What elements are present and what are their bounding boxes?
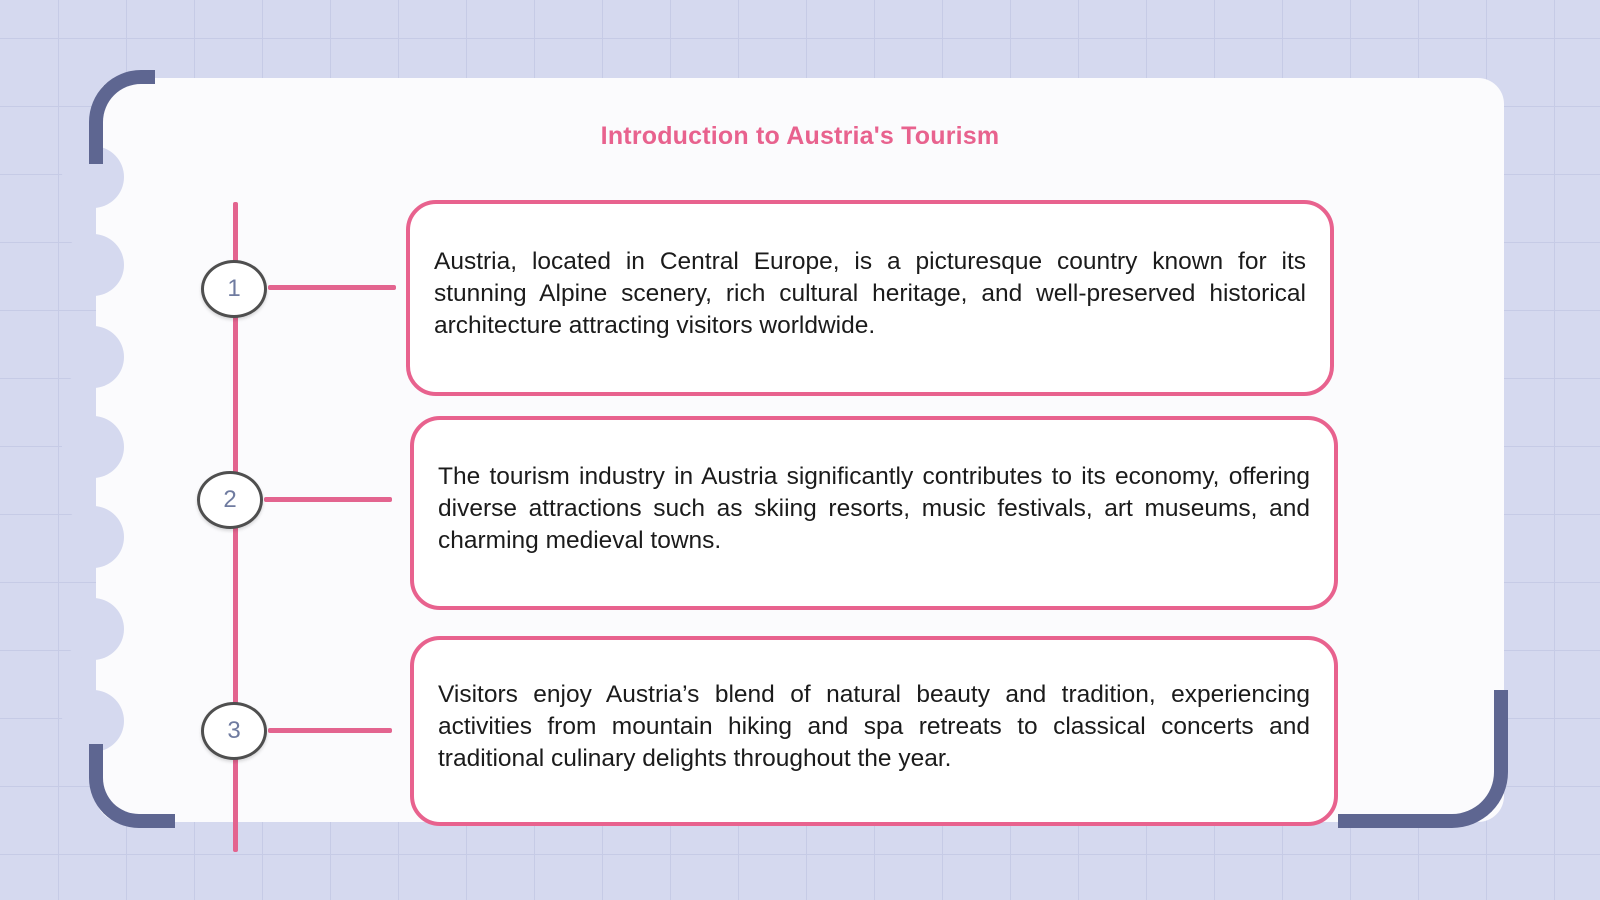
step-number-2: 2 xyxy=(197,471,263,529)
notebook-notch xyxy=(62,416,124,478)
timeline-connector xyxy=(268,285,396,290)
notebook-notch xyxy=(62,326,124,388)
step-card-3 xyxy=(410,636,1338,826)
frame-corner-bottom-right xyxy=(1338,690,1508,828)
notebook-notch xyxy=(62,598,124,660)
notebook-notch xyxy=(62,234,124,296)
slide-title: Introduction to Austria's Tourism xyxy=(600,122,1000,150)
timeline-connector xyxy=(268,728,392,733)
step-text-3: Visitors enjoy Austria’s blend of natural beauty and tradition, experiencing activities from mountain hiking and spa retreats to classical concerts and traditional culinary delights throughout the year. xyxy=(438,681,1310,772)
step-text-2: The tourism industry in Austria significantly contributes to its economy, offering diverse attractions such as skiing resorts, music festivals, art museums, and charming medieval towns. xyxy=(438,463,1310,554)
step-number-3: 3 xyxy=(201,702,267,760)
notebook-notch xyxy=(62,506,124,568)
notebook-notch xyxy=(62,690,124,752)
step-number-1: 1 xyxy=(201,260,267,318)
step-card-2 xyxy=(410,416,1338,610)
step-text-1: Austria, located in Central Europe, is a picturesque country known for its stunning Alpine scenery, rich cultural heritage, and well-preserved historical architecture attracting visitors worldwide. xyxy=(434,248,1306,339)
step-card-1 xyxy=(406,200,1334,396)
timeline-connector xyxy=(264,497,392,502)
frame-corner-bottom-left xyxy=(89,744,175,828)
